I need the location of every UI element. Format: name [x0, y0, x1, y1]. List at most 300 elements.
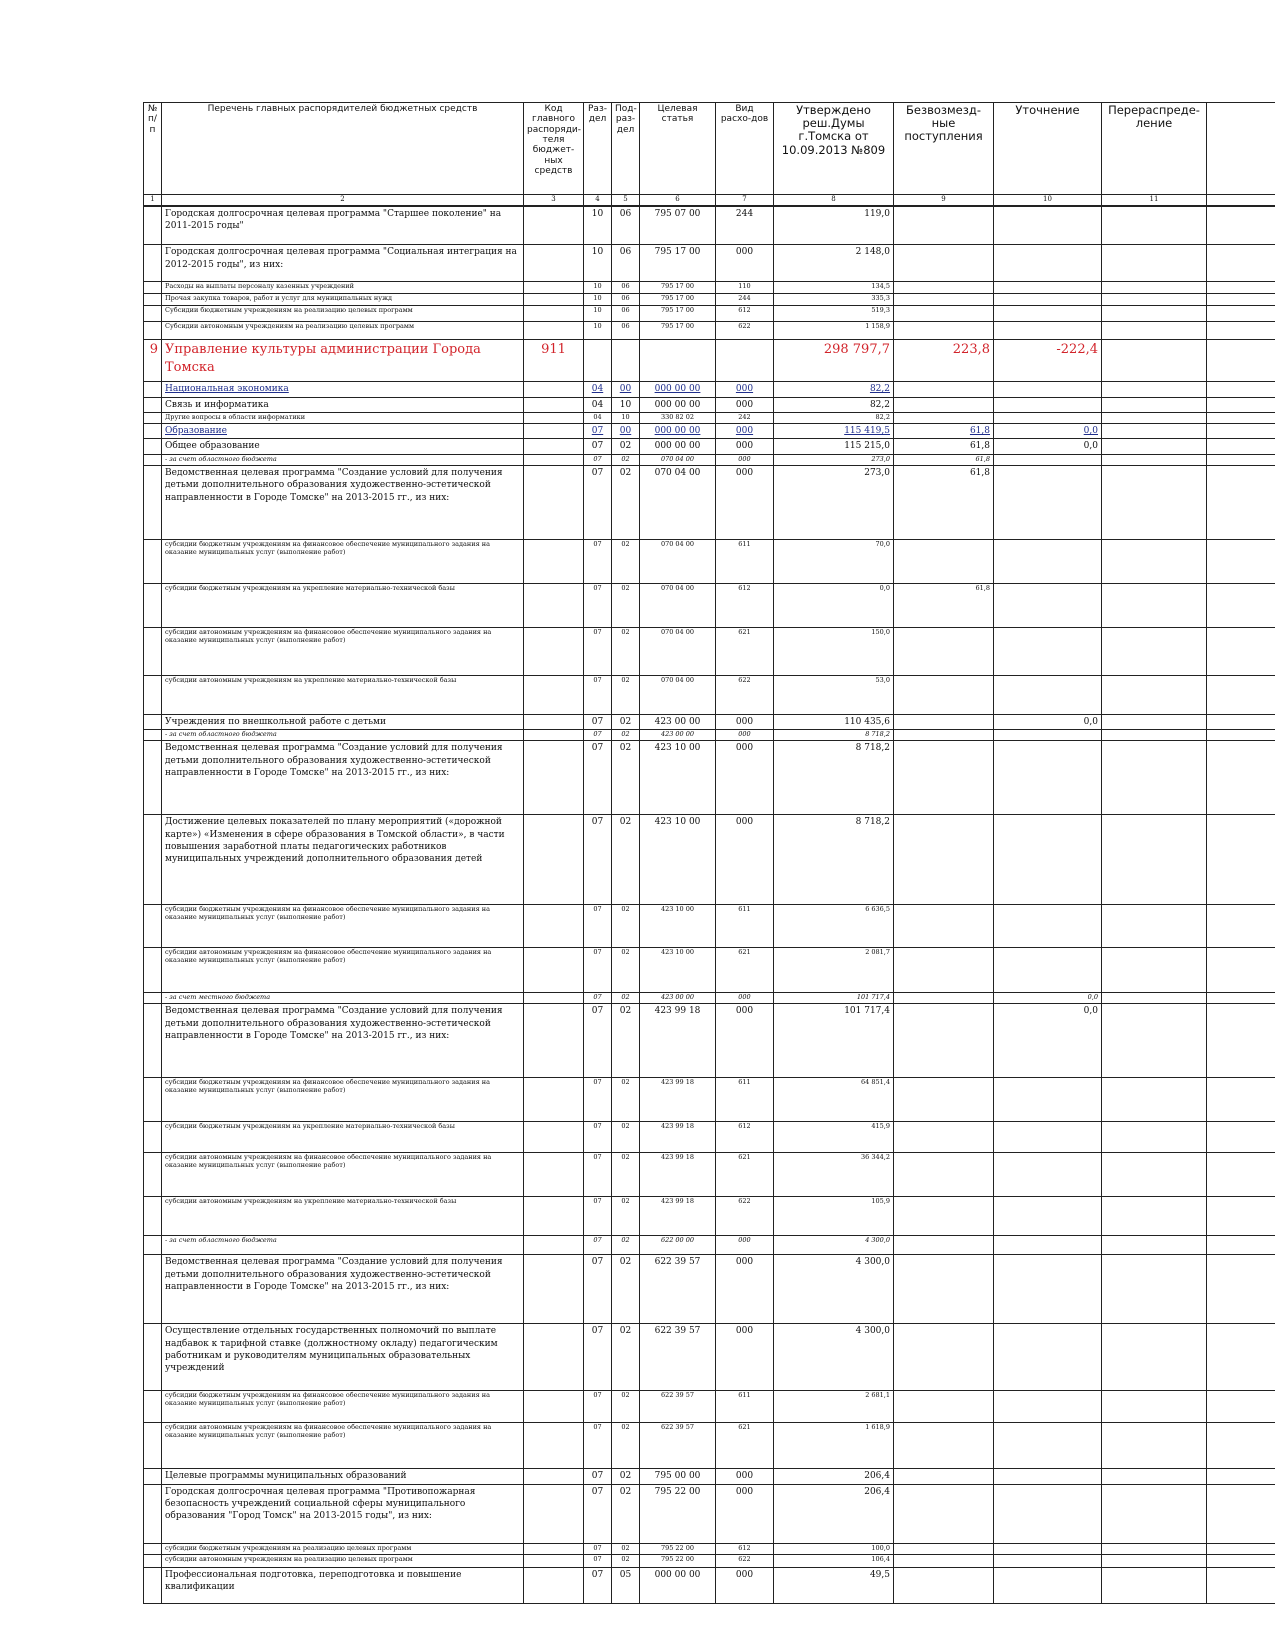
row-extra [1207, 741, 1275, 815]
row-podrazdel: 06 [612, 322, 640, 340]
row-extra [1207, 1153, 1275, 1197]
row-podrazdel: 05 [612, 1567, 640, 1603]
row-extra [1207, 539, 1275, 583]
row-podrazdel: 02 [612, 1554, 640, 1567]
header-approved: Утверждено реш.Думы г.Томска от 10.09.2013 №809 [774, 103, 894, 195]
row-code [524, 1255, 584, 1324]
row-name: субсидии бюджетным учреждениям на реализацию целевых программ [162, 1543, 524, 1554]
row-name: Национальная экономика [162, 382, 524, 397]
row-razdel: 07 [584, 741, 612, 815]
row-number [144, 905, 162, 948]
row-approved: 2 081,7 [774, 948, 894, 993]
row-name: Общее образование [162, 439, 524, 454]
row-code [524, 1554, 584, 1567]
row-podrazdel: 02 [612, 1391, 640, 1423]
row-redistribution [1102, 282, 1207, 294]
row-approved: 82,2 [774, 397, 894, 412]
row-free [894, 294, 994, 306]
row-clarification [994, 1153, 1102, 1197]
row-code [524, 423, 584, 438]
row-number [144, 583, 162, 627]
row-extra [1207, 322, 1275, 340]
row-extra [1207, 206, 1275, 245]
row-razdel: 07 [584, 1153, 612, 1197]
row-clarification [994, 741, 1102, 815]
row-approved: 106,4 [774, 1554, 894, 1567]
row-name: субсидии автономным учреждениям на финансовое обеспечение муниципального задания на оказание муниципальных услуг (выполнение работ) [162, 1153, 524, 1197]
row-clarification [994, 1391, 1102, 1423]
row-extra [1207, 905, 1275, 948]
row-statya: 423 10 00 [640, 905, 716, 948]
row-razdel: 07 [584, 1122, 612, 1153]
row-razdel: 10 [584, 306, 612, 322]
row-free [894, 1391, 994, 1423]
row-vid: 612 [716, 1543, 774, 1554]
row-name: Целевые программы муниципальных образований [162, 1469, 524, 1484]
table-row [144, 1324, 1275, 1391]
row-number [144, 1423, 162, 1469]
row-clarification [994, 322, 1102, 340]
row-redistribution [1102, 730, 1207, 741]
row-number [144, 294, 162, 306]
table-row [144, 282, 1275, 294]
row-clarification [994, 282, 1102, 294]
row-razdel: 07 [584, 1484, 612, 1543]
row-approved: 4 300,0 [774, 1236, 894, 1255]
row-razdel: 07 [584, 1554, 612, 1567]
row-code [524, 583, 584, 627]
row-number [144, 412, 162, 423]
row-vid: 622 [716, 1197, 774, 1236]
row-number [144, 439, 162, 454]
row-free: 61,8 [894, 583, 994, 627]
row-number [144, 1153, 162, 1197]
row-razdel [584, 340, 612, 382]
row-approved: 101 717,4 [774, 1004, 894, 1078]
row-vid: 611 [716, 1078, 774, 1122]
row-podrazdel: 02 [612, 714, 640, 729]
row-number [144, 382, 162, 397]
table-row [144, 340, 1275, 382]
row-approved: 298 797,7 [774, 340, 894, 382]
row-name: Городская долгосрочная целевая программа "Противопожарная безопасность учреждений социальной сферы муниципального образования "Город Томск" на 2013-2015 годы", из них: [162, 1484, 524, 1543]
row-statya: 423 10 00 [640, 815, 716, 905]
row-code [524, 1324, 584, 1391]
row-vid: 000 [716, 454, 774, 465]
row-approved: 36 344,2 [774, 1153, 894, 1197]
column-number-row [144, 195, 1275, 206]
row-extra [1207, 423, 1275, 438]
row-podrazdel: 02 [612, 730, 640, 741]
row-clarification [994, 412, 1102, 423]
row-redistribution [1102, 993, 1207, 1004]
row-razdel: 10 [584, 282, 612, 294]
row-code [524, 1122, 584, 1153]
row-number [144, 1567, 162, 1603]
row-free [894, 282, 994, 294]
row-approved: 1 618,9 [774, 1423, 894, 1469]
row-vid: 000 [716, 714, 774, 729]
row-code [524, 1153, 584, 1197]
row-clarification [994, 1484, 1102, 1543]
row-free [894, 675, 994, 714]
row-vid: 612 [716, 306, 774, 322]
row-free [894, 322, 994, 340]
row-podrazdel: 02 [612, 539, 640, 583]
row-extra [1207, 1078, 1275, 1122]
row-approved: 115 215,0 [774, 439, 894, 454]
row-name: Достижение целевых показателей по плану мероприятий («дорожной карте») «Изменения в сфере образования в Томской области», в части повышения заработной платы педагогических работников муниципальных учреждений дополнительного образования детей [162, 815, 524, 905]
row-clarification [994, 675, 1102, 714]
row-statya: 795 17 00 [640, 322, 716, 340]
row-redistribution [1102, 1324, 1207, 1391]
row-razdel: 07 [584, 1004, 612, 1078]
table-row [144, 1423, 1275, 1469]
row-free [894, 412, 994, 423]
row-number [144, 1324, 162, 1391]
row-vid: 000 [716, 245, 774, 282]
row-podrazdel: 06 [612, 206, 640, 245]
row-vid: 611 [716, 1391, 774, 1423]
row-podrazdel: 02 [612, 1484, 640, 1543]
row-extra [1207, 1236, 1275, 1255]
table-row [144, 412, 1275, 423]
row-extra [1207, 340, 1275, 382]
row-free [894, 206, 994, 245]
row-number [144, 465, 162, 539]
row-code [524, 1004, 584, 1078]
row-number [144, 1236, 162, 1255]
row-code [524, 465, 584, 539]
row-redistribution [1102, 905, 1207, 948]
row-clarification [994, 1078, 1102, 1122]
row-approved: 64 851,4 [774, 1078, 894, 1122]
row-razdel: 10 [584, 294, 612, 306]
row-podrazdel: 02 [612, 1469, 640, 1484]
row-extra [1207, 1469, 1275, 1484]
row-vid: 000 [716, 382, 774, 397]
row-number [144, 245, 162, 282]
row-number [144, 1543, 162, 1554]
table-row [144, 1255, 1275, 1324]
row-podrazdel: 02 [612, 1423, 640, 1469]
row-code [524, 306, 584, 322]
row-statya: 622 39 57 [640, 1324, 716, 1391]
row-statya: 423 10 00 [640, 948, 716, 993]
row-name: Управление культуры администрации Города Томска [162, 340, 524, 382]
row-code: 911 [524, 340, 584, 382]
row-vid: 000 [716, 730, 774, 741]
row-number [144, 1078, 162, 1122]
row-clarification [994, 1236, 1102, 1255]
row-statya: 000 00 00 [640, 439, 716, 454]
row-number [144, 206, 162, 245]
row-clarification: 0,0 [994, 714, 1102, 729]
row-approved: 273,0 [774, 454, 894, 465]
table-row [144, 1469, 1275, 1484]
row-name: Связь и информатика [162, 397, 524, 412]
row-extra [1207, 1554, 1275, 1567]
row-extra [1207, 382, 1275, 397]
colnum: 1 [144, 195, 162, 206]
row-razdel: 07 [584, 815, 612, 905]
row-redistribution [1102, 206, 1207, 245]
header-extra [1207, 103, 1275, 195]
row-number [144, 454, 162, 465]
row-free [894, 741, 994, 815]
row-number [144, 948, 162, 993]
row-number [144, 730, 162, 741]
row-approved: 8 718,2 [774, 730, 894, 741]
row-clarification [994, 1122, 1102, 1153]
row-podrazdel: 02 [612, 741, 640, 815]
row-razdel: 07 [584, 714, 612, 729]
row-extra [1207, 465, 1275, 539]
row-number [144, 1122, 162, 1153]
table-row [144, 905, 1275, 948]
row-name: - за счет областного бюджета [162, 454, 524, 465]
row-redistribution [1102, 1554, 1207, 1567]
row-number [144, 1469, 162, 1484]
row-name: субсидии автономным учреждениям на укрепление материально-технической базы [162, 675, 524, 714]
row-code [524, 1236, 584, 1255]
row-razdel: 07 [584, 993, 612, 1004]
row-statya: 795 22 00 [640, 1554, 716, 1567]
table-row [144, 1236, 1275, 1255]
row-razdel: 07 [584, 627, 612, 675]
row-name: субсидии бюджетным учреждениям на укрепление материально-технической базы [162, 583, 524, 627]
row-statya: 330 82 02 [640, 412, 716, 423]
row-extra [1207, 948, 1275, 993]
row-name: Осуществление отдельных государственных полномочий по выплате надбавок к тарифной ставке (должностному окладу) педагогическим работникам и руководителям муниципальных образовательных учреждений [162, 1324, 524, 1391]
row-clarification [994, 1567, 1102, 1603]
row-redistribution [1102, 815, 1207, 905]
table-row [144, 1004, 1275, 1078]
row-clarification [994, 539, 1102, 583]
row-extra [1207, 1324, 1275, 1391]
table-row [144, 306, 1275, 322]
row-name: субсидии бюджетным учреждениям на финансовое обеспечение муниципального задания на оказание муниципальных услуг (выполнение работ) [162, 539, 524, 583]
row-number [144, 397, 162, 412]
row-free [894, 1236, 994, 1255]
row-free [894, 397, 994, 412]
row-extra [1207, 397, 1275, 412]
row-name: Расходы на выплаты персоналу казенных учреждений [162, 282, 524, 294]
row-code [524, 675, 584, 714]
row-vid: 000 [716, 1255, 774, 1324]
row-free [894, 905, 994, 948]
row-number [144, 1391, 162, 1423]
row-number [144, 423, 162, 438]
row-statya: 795 17 00 [640, 294, 716, 306]
row-statya: 423 99 18 [640, 1153, 716, 1197]
row-redistribution [1102, 306, 1207, 322]
row-clarification: 0,0 [994, 423, 1102, 438]
row-approved: 82,2 [774, 382, 894, 397]
row-name: Субсидии автономным учреждениям на реализацию целевых программ [162, 322, 524, 340]
row-redistribution [1102, 583, 1207, 627]
row-number [144, 322, 162, 340]
row-code [524, 730, 584, 741]
row-razdel: 07 [584, 948, 612, 993]
row-statya: 795 00 00 [640, 1469, 716, 1484]
header-row [144, 103, 1275, 195]
row-free: 61,8 [894, 465, 994, 539]
table-row [144, 206, 1275, 245]
colnum: 11 [1102, 195, 1207, 206]
row-vid: 000 [716, 815, 774, 905]
row-name: субсидии бюджетным учреждениям на финансовое обеспечение муниципального задания на оказание муниципальных услуг (выполнение работ) [162, 905, 524, 948]
row-redistribution [1102, 1078, 1207, 1122]
row-clarification [994, 306, 1102, 322]
row-clarification [994, 948, 1102, 993]
row-statya: 070 04 00 [640, 627, 716, 675]
row-approved: 115 419,5 [774, 423, 894, 438]
row-extra [1207, 282, 1275, 294]
colnum: 6 [640, 195, 716, 206]
row-code [524, 905, 584, 948]
table-row [144, 439, 1275, 454]
table-row [144, 675, 1275, 714]
row-approved: 150,0 [774, 627, 894, 675]
row-extra [1207, 454, 1275, 465]
row-extra [1207, 245, 1275, 282]
row-free [894, 627, 994, 675]
row-redistribution [1102, 412, 1207, 423]
row-razdel: 07 [584, 423, 612, 438]
row-extra [1207, 294, 1275, 306]
row-clarification [994, 1554, 1102, 1567]
row-redistribution [1102, 1197, 1207, 1236]
row-vid: 000 [716, 1469, 774, 1484]
row-free [894, 1567, 994, 1603]
row-statya: 622 39 57 [640, 1255, 716, 1324]
row-number [144, 741, 162, 815]
row-approved: 206,4 [774, 1484, 894, 1543]
row-clarification [994, 583, 1102, 627]
colnum: 10 [994, 195, 1102, 206]
row-razdel: 07 [584, 465, 612, 539]
row-podrazdel: 02 [612, 1122, 640, 1153]
table-row [144, 1197, 1275, 1236]
row-approved: 206,4 [774, 1469, 894, 1484]
row-extra [1207, 815, 1275, 905]
colnum: 5 [612, 195, 640, 206]
row-number [144, 993, 162, 1004]
row-free [894, 1469, 994, 1484]
row-free [894, 1255, 994, 1324]
row-approved: 8 718,2 [774, 741, 894, 815]
row-code [524, 206, 584, 245]
row-vid: 000 [716, 423, 774, 438]
row-redistribution [1102, 714, 1207, 729]
row-razdel: 04 [584, 382, 612, 397]
colnum: 3 [524, 195, 584, 206]
row-podrazdel: 02 [612, 948, 640, 993]
row-free [894, 1484, 994, 1543]
row-code [524, 993, 584, 1004]
row-razdel: 07 [584, 439, 612, 454]
row-vid: 621 [716, 1423, 774, 1469]
row-podrazdel: 02 [612, 1543, 640, 1554]
row-statya: 070 04 00 [640, 583, 716, 627]
table-row [144, 1567, 1275, 1603]
row-number [144, 1554, 162, 1567]
row-vid: 622 [716, 675, 774, 714]
row-statya: 423 10 00 [640, 741, 716, 815]
row-razdel: 07 [584, 1423, 612, 1469]
row-vid: 621 [716, 627, 774, 675]
row-free: 61,8 [894, 454, 994, 465]
row-redistribution [1102, 1153, 1207, 1197]
row-vid: 000 [716, 397, 774, 412]
row-extra [1207, 1423, 1275, 1469]
row-podrazdel: 06 [612, 306, 640, 322]
row-podrazdel: 02 [612, 465, 640, 539]
row-clarification [994, 1469, 1102, 1484]
row-clarification: -222,4 [994, 340, 1102, 382]
row-podrazdel: 02 [612, 815, 640, 905]
row-code [524, 454, 584, 465]
row-razdel: 07 [584, 675, 612, 714]
row-redistribution [1102, 322, 1207, 340]
row-code [524, 714, 584, 729]
row-statya: 423 00 00 [640, 714, 716, 729]
row-clarification [994, 245, 1102, 282]
row-statya: 423 00 00 [640, 993, 716, 1004]
table-row [144, 454, 1275, 465]
table-body [144, 206, 1275, 1603]
row-redistribution [1102, 1484, 1207, 1543]
row-statya: 000 00 00 [640, 423, 716, 438]
row-free [894, 1004, 994, 1078]
row-redistribution [1102, 1469, 1207, 1484]
row-code [524, 1567, 584, 1603]
row-extra [1207, 1255, 1275, 1324]
row-clarification [994, 905, 1102, 948]
header-num: № п/п [144, 103, 162, 195]
header-name: Перечень главных распорядителей бюджетных средств [162, 103, 524, 195]
row-code [524, 1543, 584, 1554]
table-row [144, 1078, 1275, 1122]
row-razdel: 07 [584, 1469, 612, 1484]
table-row [144, 1484, 1275, 1543]
row-code [524, 1078, 584, 1122]
row-razdel: 07 [584, 905, 612, 948]
row-name: субсидии автономным учреждениям на финансовое обеспечение муниципального задания на оказание муниципальных услуг (выполнение работ) [162, 627, 524, 675]
row-clarification [994, 1324, 1102, 1391]
table-row [144, 539, 1275, 583]
row-name: субсидии бюджетным учреждениям на финансовое обеспечение муниципального задания на оказание муниципальных услуг (выполнение работ) [162, 1078, 524, 1122]
row-vid: 611 [716, 539, 774, 583]
row-extra [1207, 1004, 1275, 1078]
row-name: Профессиональная подготовка, переподготовка и повышение квалификации [162, 1567, 524, 1603]
row-free [894, 948, 994, 993]
row-redistribution [1102, 948, 1207, 993]
row-code [524, 815, 584, 905]
row-name: Прочая закупка товаров, работ и услуг для муниципальных нужд [162, 294, 524, 306]
row-name: Образование [162, 423, 524, 438]
row-podrazdel: 02 [612, 993, 640, 1004]
row-approved: 335,3 [774, 294, 894, 306]
row-statya: 070 04 00 [640, 465, 716, 539]
budget-table [143, 102, 1275, 1604]
table-row [144, 423, 1275, 438]
row-approved: 100,0 [774, 1543, 894, 1554]
row-clarification [994, 454, 1102, 465]
row-free [894, 1197, 994, 1236]
row-statya: 070 04 00 [640, 675, 716, 714]
